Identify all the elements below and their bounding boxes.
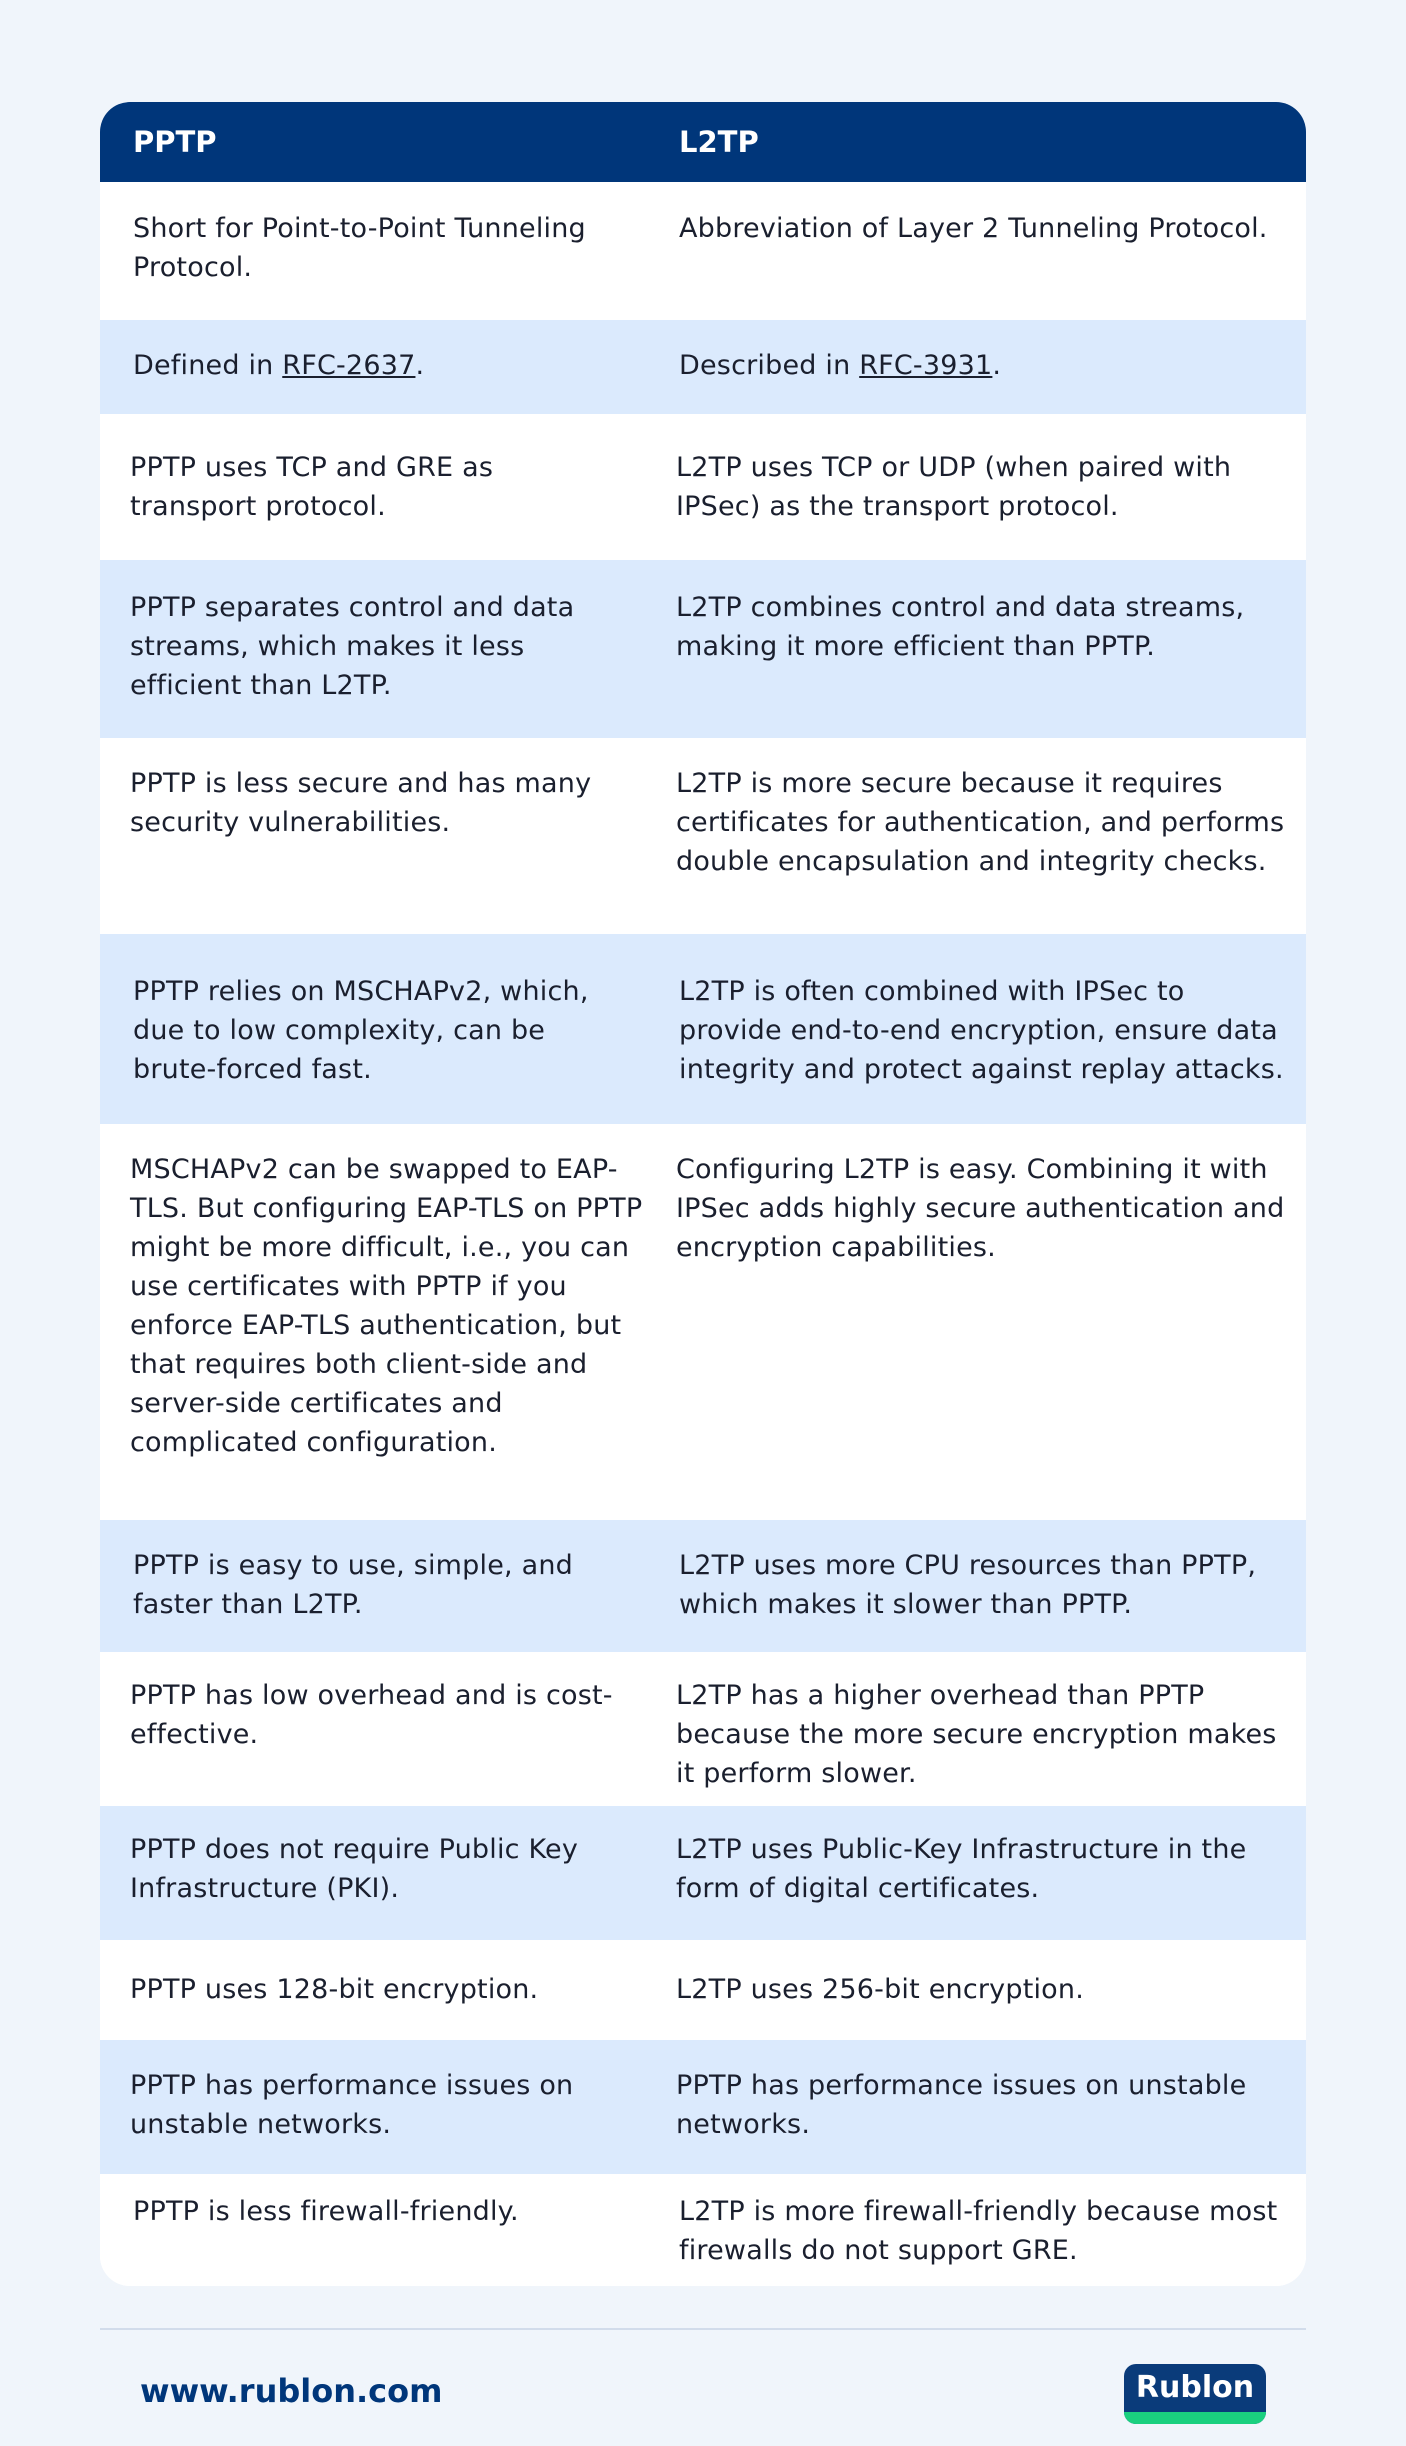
pptp-cell: MSCHAPv2 can be swapped to EAP-TLS. But configuring EAP-TLS on PPTP might be more difficult, i.e., you can use certificates with PPTP if you enforce EAP-TLS authentication, but that requires both client-side and server-side certificates and complicated configuration. [130,1154,643,1458]
header-pptp: PPTP [133,125,217,159]
pptp-text: Defined in [133,350,283,381]
table-row [100,1806,1306,1940]
table-row [100,320,1306,414]
pptp-cell: PPTP is less firewall-friendly. [133,2196,519,2227]
l2tp-cell: L2TP uses more CPU resources than PPTP, which makes it slower than PPTP. [679,1550,1257,1620]
l2tp-cell: L2TP uses Public-Key Infrastructure in the form of digital certificates. [676,1834,1247,1904]
l2tp-text: Described in [679,350,860,381]
pptp-cell [100,320,674,414]
l2tp-cell: L2TP is more firewall-friendly because most firewalls do not support GRE. [679,2196,1278,2266]
pptp-cell: PPTP is easy to use, simple, and faster than L2TP. [133,1550,573,1620]
l2tp-cell: L2TP has a higher overhead than PPTP because the more secure encryption makes it perform slower. [676,1680,1277,1789]
website-link[interactable]: www.rublon.com [140,2372,443,2410]
table-row [100,182,1306,320]
l2tp-text-end: . [992,350,1002,381]
pptp-cell: PPTP does not require Public Key Infrastructure (PKI). [130,1834,579,1904]
table-row [100,1940,1306,2040]
footer-divider [100,2328,1306,2330]
l2tp-cell: Configuring L2TP is easy. Combining it with IPSec adds highly secure authentication and encryption capabilities. [676,1154,1285,1263]
l2tp-cell: PPTP has performance issues on unstable networks. [676,2070,1247,2140]
header-l2tp: L2TP [679,125,759,159]
pptp-cell: PPTP is less secure and has many security vulnerabilities. [130,768,592,838]
pptp-cell: PPTP relies on MSCHAPv2, which, due to low complexity, can be brute-forced fast. [133,976,589,1085]
rfc-2637-link[interactable]: RFC-2637 [282,350,416,381]
pptp-cell: PPTP has low overhead and is cost-effective. [130,1680,613,1750]
l2tp-cell [674,320,1306,414]
table-row [100,1124,1306,1520]
pptp-cell: PPTP separates control and data streams, which makes it less efficient than L2TP. [130,592,575,701]
l2tp-cell: L2TP is more secure because it requires certificates for authentication, and performs double encapsulation and integrity checks. [676,768,1285,877]
table-row [100,1652,1306,1806]
table-row [100,1520,1306,1652]
logo-text: Rublon [1135,2370,1255,2405]
table-header [100,102,1306,182]
pptp-cell: PPTP uses 128-bit encryption. [130,1974,539,2005]
l2tp-cell: L2TP uses 256-bit encryption. [676,1974,1084,2005]
comparison-table [100,102,1306,2286]
logo-accent-bar [1124,2412,1266,2424]
table-row [100,560,1306,738]
pptp-cell: PPTP uses TCP and GRE as transport protocol. [130,452,494,522]
table-row [100,738,1306,934]
pptp-cell: Short for Point-to-Point Tunneling Protocol. [133,213,586,283]
table-row [100,2174,1306,2286]
rfc-3931-link[interactable]: RFC-3931 [859,350,993,381]
table-row [100,934,1306,1124]
pptp-text-end: . [415,350,425,381]
pptp-cell: PPTP has performance issues on unstable networks. [130,2070,574,2140]
rublon-logo[interactable] [1124,2364,1266,2424]
l2tp-cell: L2TP uses TCP or UDP (when paired with IPSec) as the transport protocol. [676,452,1232,522]
l2tp-cell: L2TP combines control and data streams, making it more efficient than PPTP. [676,592,1245,662]
table-row [100,2040,1306,2174]
l2tp-cell: Abbreviation of Layer 2 Tunneling Protocol. [679,213,1268,244]
table-row [100,414,1306,560]
l2tp-cell: L2TP is often combined with IPSec to provide end-to-end encryption, ensure data integrity and protect against replay attacks. [679,976,1284,1085]
